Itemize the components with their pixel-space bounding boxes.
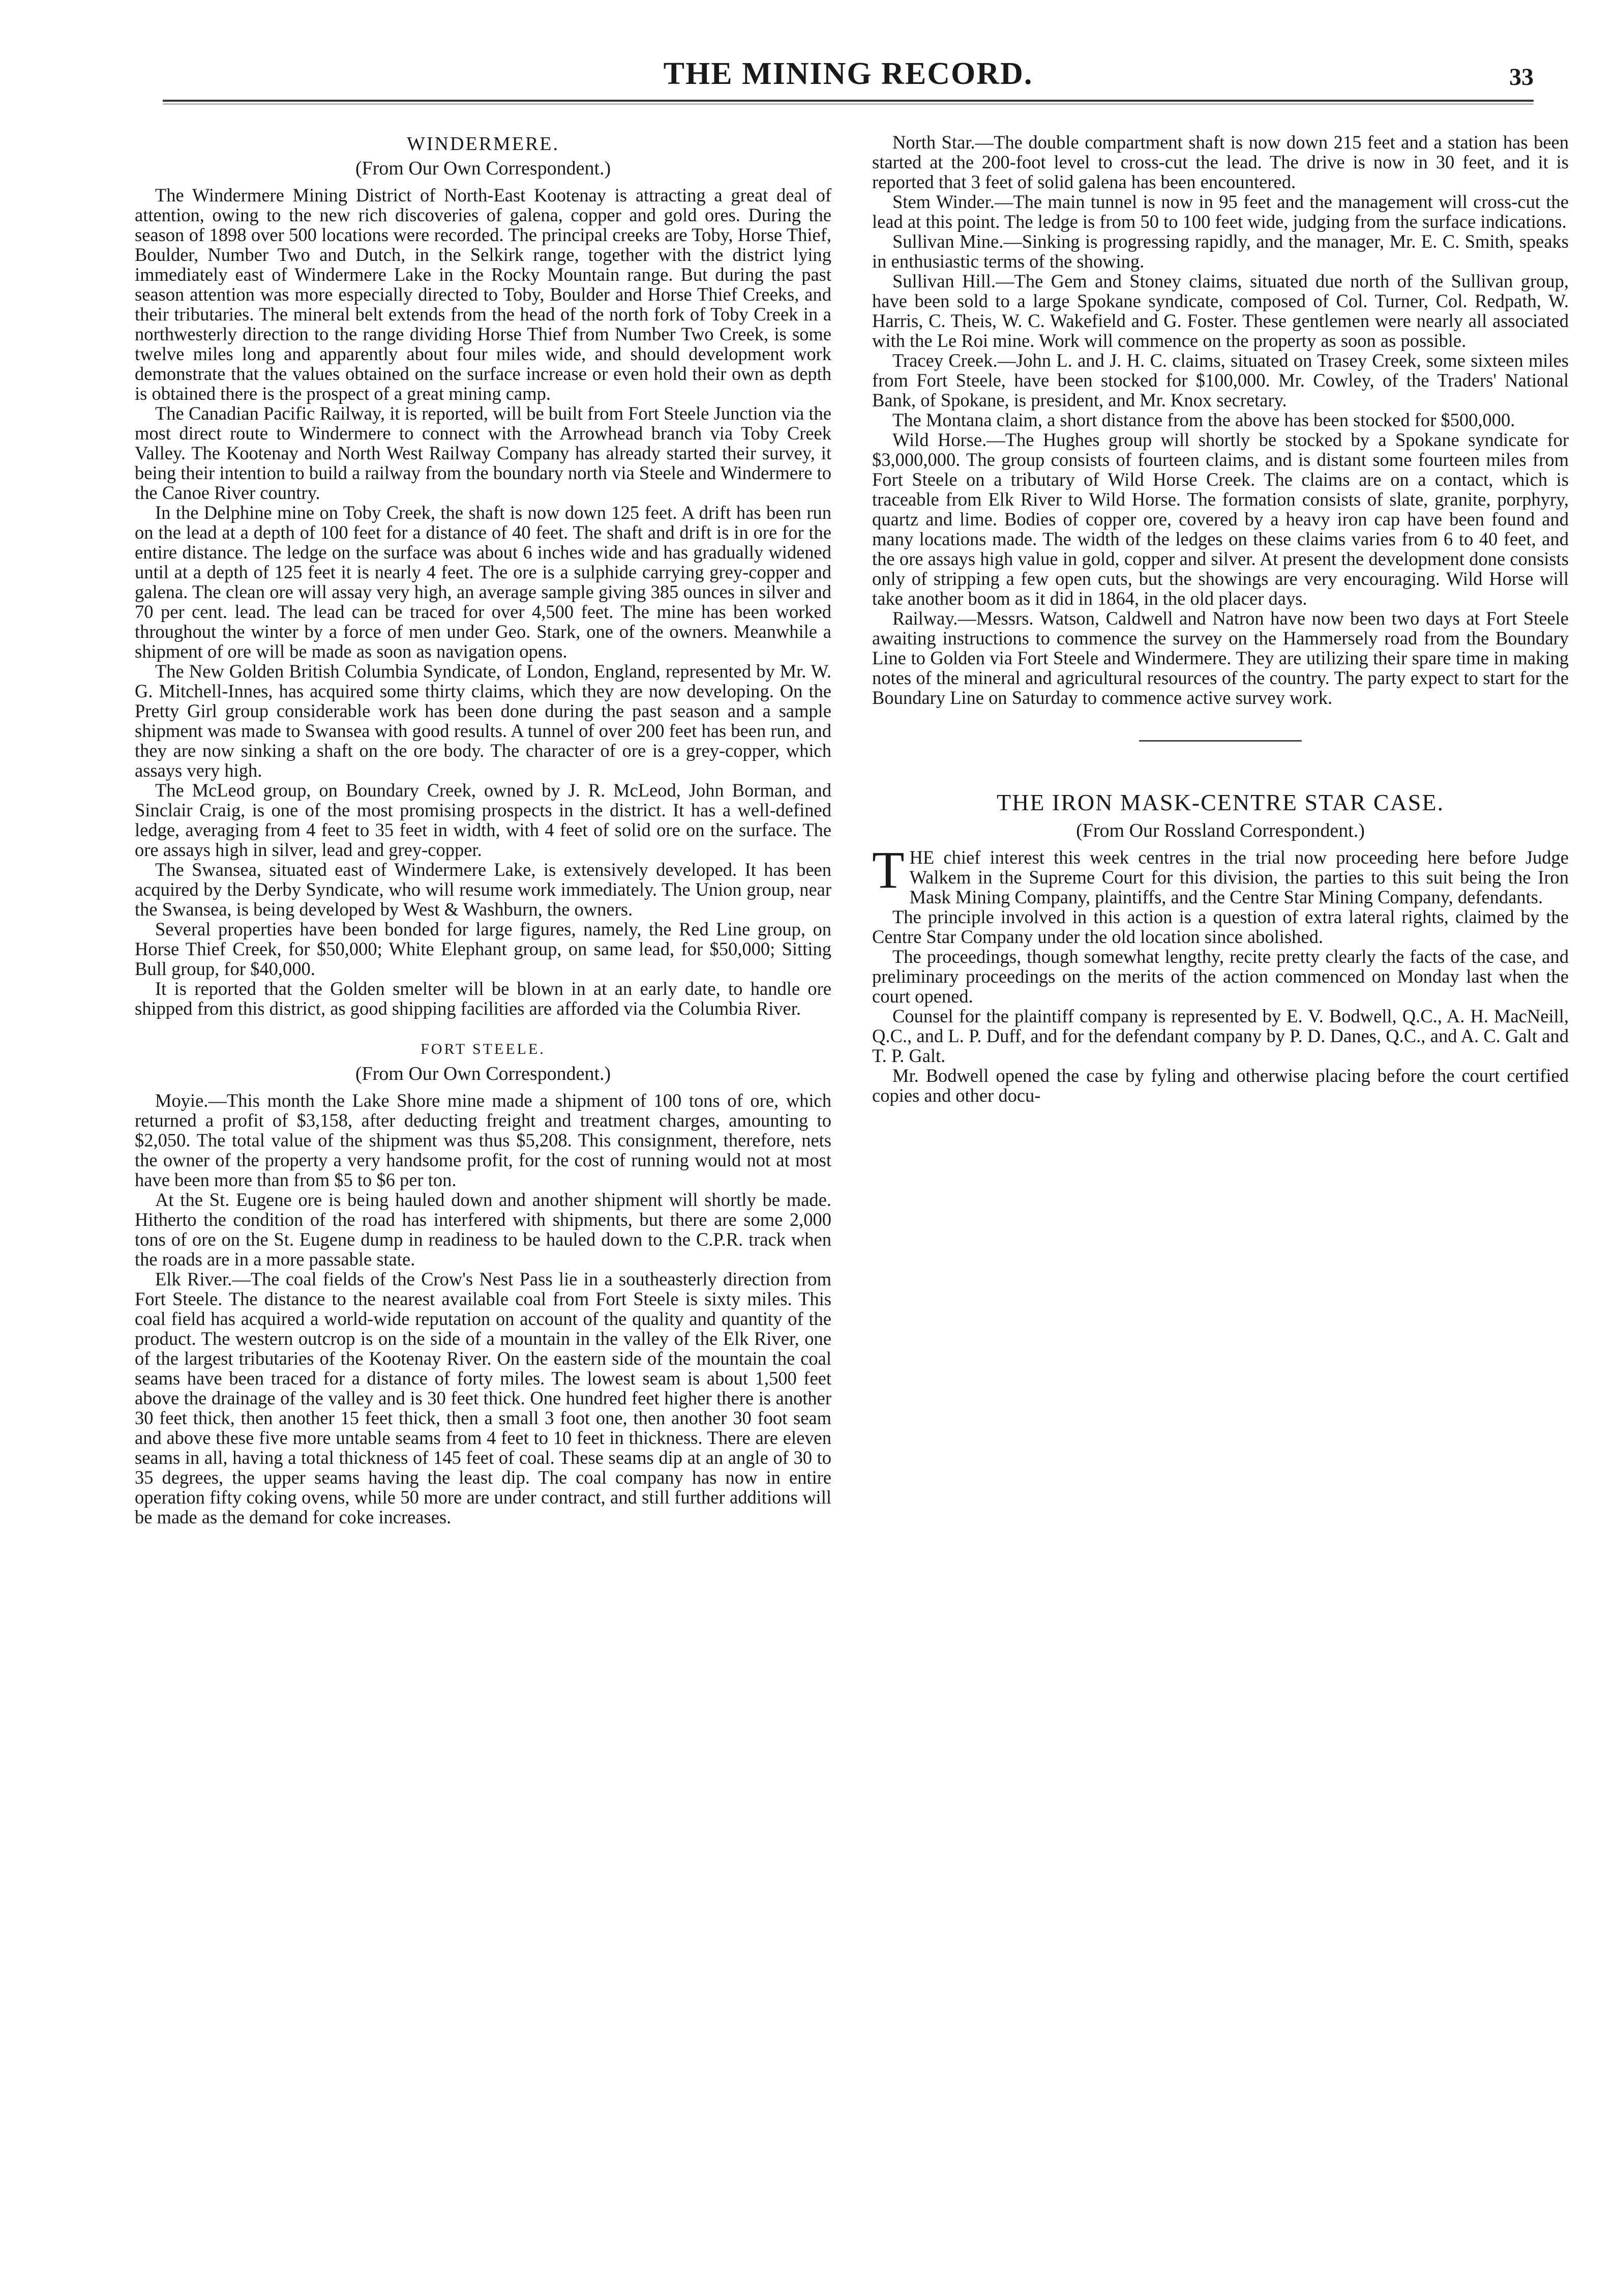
- drop-cap: T: [872, 841, 905, 899]
- fort-steele-paragraph: Moyie.—This month the Lake Shore mine made a shipment of 100 tons of ore, which returned a profit of $3,158, after deducting freight and treatment charges, amounting to $2,050. The total value of the shipment was thus $5,208. This consignment, therefore, nets the owner of the property a very handsome profit, for the cost of running would not at most have been more than from $5 to $6 per ton.: [135, 1090, 831, 1190]
- fort-steele-title: FORT STEELE.: [421, 1041, 546, 1057]
- iron-mask-title: THE IRON MASK-CENTRE STAR CASE.: [997, 789, 1444, 815]
- windermere-paragraph: The Windermere Mining District of North-East Kootenay is attracting a great deal of attention, owing to the new rich discoveries of galena, copper and gold ores. During the season of 1898 over 500 locations were recorded. The principal creeks are Toby, Horse Thief, Boulder, Number Two and Dutch, in the Selkirk range, together with the district lying immediately east of Windermere Lake in the Rocky Mountain range. But during the past season attention was more especially directed to Toby, Boulder and Horse Thief Creeks, and their tributaries. The mineral belt extends from the head of the north fork of Toby Creek in a northwesterly direction to the range dividing Horse Thief from Number Two Creek, is some twelve miles long and apparently about four miles wide, and should development work demonstrate that the values obtained on the surface increase or even hold their own as depth is obtained there is the prospect of a great mining camp.: [135, 185, 831, 404]
- fort-steele-paragraph: Tracey Creek.—John L. and J. H. C. claims, situated on Trasey Creek, some sixteen miles from Fort Steele, have been stocked for $100,000. Mr. Cowley, of the Traders' National Bank, of Spokane, is president, and Mr. Knox secretary.: [872, 350, 1569, 410]
- running-head: [163, 56, 1534, 112]
- iron-mask-first-paragraph-text: HE chief interest this week centres in the trial now proceeding here before Judge Walkem in the Supreme Court for this division, the parties to this suit being the Iron Mask Mining Company, plaintiffs, and the Centre Star Mining Company, defendants.: [909, 847, 1569, 907]
- windermere-paragraph: Several properties have been bonded for large figures, namely, the Red Line group, on Horse Thief Creek, for $50,000; White Elephant group, on same lead, for $50,000; Sitting Bull group, for $40,000.: [135, 919, 831, 979]
- fort-steele-paragraph: Wild Horse.—The Hughes group will shortly be stocked by a Spokane syndicate for $3,000,000. The group consists of fourteen claims, and is distant some fourteen miles from Fort Steele on a tributary of Wild Horse Creek. The claims are on a contact, which is traceable from Elk River to Wild Horse. The formation consists of slate, granite, porphyry, quartz and lime. Bodies of copper ore, covered by a heavy iron cap have been found and many locations made. The width of the ledges on these claims varies from 6 to 40 feet, and the ore assays high value in gold, copper and silver. At present the development done consists only of stripping a few open cuts, but the showings are very encouraging. Wild Horse will take another boom as it did in 1864, in the old placer days.: [872, 429, 1569, 609]
- windermere-paragraph: The Swansea, situated east of Windermere Lake, is extensively developed. It has been acquired by the Derby Syndicate, who will resume work immediately. The Union group, near the Swansea, is being developed by West & Washburn, the owners.: [135, 859, 831, 920]
- iron-mask-paragraph: The principle involved in this action is a question of extra lateral rights, claimed by the Centre Star Company under the old location since abolished.: [872, 906, 1569, 947]
- right-column: [872, 132, 1569, 2238]
- windermere-paragraph: The New Golden British Columbia Syndicate, of London, England, represented by Mr. W. G. Mitchell-Innes, has acquired some thirty claims, which they are now developing. On the Pretty Girl group considerable work has been done during the past season and a sample shipment was made to Swansea with good results. A tunnel of over 200 feet has been run, and they are now sinking a shaft on the ore body. The character of ore is a grey-copper, which assays very high.: [135, 661, 831, 781]
- iron-mask-first-paragraph: [872, 841, 1569, 907]
- fort-steele-paragraph: Railway.—Messrs. Watson, Caldwell and Natron have now been two days at Fort Steele awaiting instructions to commence the survey on the Hammersely road from the Boundary Line to Golden via Fort Steele and Windermere. They are utilizing their spare time in making notes of the mineral and agricultural resources of the country. The party expect to start for the Boundary Line on Saturday to commence active survey work.: [872, 608, 1569, 708]
- fort-steele-paragraph: Elk River.—The coal fields of the Crow's Nest Pass lie in a southeasterly direction from Fort Steele. The distance to the nearest available coal from Fort Steele is sixty miles. This coal field has acquired a world-wide reputation on account of the quality and quantity of the product. The western outcrop is on the side of a mountain in the valley of the Elk River, one of the largest tributaries of the Kootenay River. On the eastern side of the mountain the coal seams have been traced for a distance of forty miles. The lowest seam is about 1,500 feet above the drainage of the valley and is 30 feet thick. One hundred feet higher there is another 30 feet thick, then another 15 feet thick, then a small 3 foot one, then another 30 foot seam and above these five more untable seams from 4 feet to 10 feet in thickness. There are eleven seams in all, having a total thickness of 145 feet of coal. These seams dip at an angle of 30 to 35 degrees, the upper seams having the least dip. The coal company has now in entire operation fifty coking ovens, while 50 more are under contract, and still further additions will be made as the demand for coke increases.: [135, 1269, 831, 1527]
- fort-steele-byline: (From Our Own Correspondent.): [355, 1063, 611, 1084]
- section-divider: [1139, 740, 1302, 742]
- windermere-paragraph: The McLeod group, on Boundary Creek, owned by J. R. McLeod, John Borman, and Sinclair Craig, is one of the most promising prospects in the district. It has a well-defined ledge, averaging from 4 feet to 35 feet in width, with 4 feet of solid ore on the surface. The ore assays high in silver, lead and grey-copper.: [135, 780, 831, 860]
- windermere-byline: (From Our Own Correspondent.): [355, 158, 611, 179]
- windermere-paragraph: The Canadian Pacific Railway, it is reported, will be built from Fort Steele Junction via the most direct route to Windermere to connect with the Arrowhead branch via Toby Creek Valley. The Kootenay and North West Railway Company has already started their survey, it being their intention to build a railway from the boundary north via Steele and Windermere to the Canoe River country.: [135, 403, 831, 503]
- iron-mask-paragraph: The proceedings, though somewhat lengthy, recite pretty clearly the facts of the case, and preliminary proceedings on the merits of the action commenced on Monday last when the court opened.: [872, 946, 1569, 1007]
- fort-steele-paragraph: Sullivan Hill.—The Gem and Stoney claims, situated due north of the Sullivan group, have been sold to a large Spokane syndicate, composed of Col. Turner, Col. Redpath, W. Harris, C. Theis, W. C. Wakefield and G. Foster. These gentlemen were nearly all associated with the Le Roi mine. Work will commence on the property as soon as possible.: [872, 271, 1569, 351]
- windermere-paragraph: It is reported that the Golden smelter will be blown in at an early date, to handle ore shipped from this district, as good shipping facilities are afforded via the Columbia River.: [135, 978, 831, 1019]
- fort-steele-paragraph: The Montana claim, a short distance from the above has been stocked for $500,000.: [892, 409, 1515, 430]
- iron-mask-paragraph: Counsel for the plaintiff company is represented by E. V. Bodwell, Q.C., A. H. MacNeill, Q.C., and L. P. Duff, and for the defendant company by P. D. Danes, Q.C., and A. C. Galt and T. P. Galt.: [872, 1006, 1569, 1066]
- header-rule: [163, 100, 1534, 104]
- page-number: 33: [1509, 64, 1534, 91]
- fort-steele-paragraph: At the St. Eugene ore is being hauled down and another shipment will shortly be made. Hitherto the condition of the road has interfered with shipments, but there are some 2,000 tons of ore on the St. Eugene dump in readiness to be hauled down to the C.P.R. track when the roads are in a more passable state.: [135, 1189, 831, 1270]
- windermere-paragraph: In the Delphine mine on Toby Creek, the shaft is now down 125 feet. A drift has been run on the lead at a depth of 100 feet for a distance of 40 feet. The shaft and drift is in ore for the entire distance. The ledge on the surface was about 6 inches wide and has gradually widened until at a depth of 125 feet it is nearly 4 feet. The ore is a sulphide carrying grey-copper and galena. The clean ore will assay very high, an average sample giving 385 ounces in silver and 70 per cent. lead. The lead can be traced for over 4,500 feet. The mine has been worked throughout the winter by a force of men under Geo. Stark, one of the owners. Meanwhile a shipment of ore will be made as soon as navigation opens.: [135, 502, 831, 662]
- iron-mask-byline: (From Our Rossland Correspondent.): [1076, 820, 1365, 841]
- windermere-title: WINDERMERE.: [406, 133, 560, 155]
- journal-title: THE MINING RECORD.: [663, 56, 1033, 91]
- fort-steele-paragraph: Stem Winder.—The main tunnel is now in 95 feet and the management will cross-cut the lead at this point. The ledge is from 50 to 100 feet wide, judging from the surface indications.: [872, 191, 1569, 232]
- left-column: [135, 132, 831, 2238]
- fort-steele-paragraph: North Star.—The double compartment shaft is now down 215 feet and a station has been started at the 200-foot level to cross-cut the lead. The drive is now in 30 feet, and it is reported that 3 feet of solid galena has been encountered.: [872, 132, 1569, 192]
- fort-steele-paragraph: Sullivan Mine.—Sinking is progressing rapidly, and the manager, Mr. E. C. Smith, speaks in enthusiastic terms of the showing.: [872, 231, 1569, 272]
- iron-mask-paragraph: Mr. Bodwell opened the case by fyling and otherwise placing before the court certified copies and other docu-: [872, 1065, 1569, 1106]
